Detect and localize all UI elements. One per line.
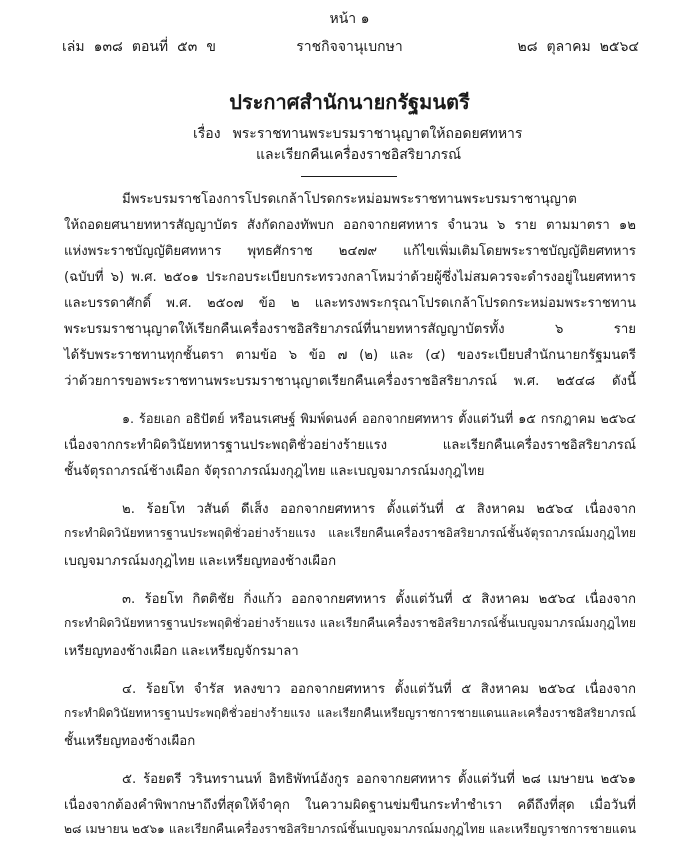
item-3-line: กระทำผิดวินัยทหารฐานประพฤติชั่วอย่างร้ายแรง และเรียกคืนเครื่องราชอิสริยาภรณ์ชั้นเบญจมาภรณ์มงกุฎไทย — [64, 616, 636, 630]
item-5-line: เนื่องจากต้องคำพิพากษาถึงที่สุดให้จำคุก ในความผิดฐานข่มขืนกระทำชำเรา คดีถึงที่สุด เมื่อวันที่ — [64, 798, 636, 813]
title-divider — [301, 176, 397, 177]
issue-section: ข — [206, 39, 216, 55]
item-1-line: ชั้นจัตุรถาภรณ์ช้างเผือก จัตุรถาภรณ์มงกุฎไทย และเบญจมาภรณ์มงกุฎไทย — [64, 464, 485, 479]
volume-label: เล่ม — [62, 39, 85, 55]
subject-line-2: และเรียกคืนเครื่องราชอิสริยาภรณ์ — [256, 147, 462, 163]
date-month: ตุลาคม — [546, 39, 591, 55]
body-line: มีพระบรมราชโองการโปรดเกล้าโปรดกระหม่อมพระราชทานพระบรมราชานุญาต — [122, 192, 577, 207]
body-line: และบรรดาศักดิ์ พ.ศ. ๒๕๐๗ ข้อ ๒ และทรงพระกรุณาโปรดเกล้าโปรดกระหม่อมพระราชทาน — [64, 296, 636, 311]
date-day: ๒๘ — [517, 39, 538, 55]
issue-number: ๕๓ — [177, 39, 198, 55]
body-line: (ฉบับที่ ๖) พ.ศ. ๒๕๐๑ ประกอบระเบียบกระทรวงกลาโหมว่าด้วยผู้ซึ่งไม่สมควรจะดำรงอยู่ในยศทหาร — [64, 270, 636, 285]
item-5-line: ๒๘ เมษายน ๒๕๖๑ และเรียกคืนเครื่องราชอิสริยาภรณ์ชั้นเบญจมาภรณ์มงกุฎไทย และเหรียญราชการชายแดน — [64, 822, 636, 836]
item-4-line: ชั้นเหรียญทองช้างเผือก — [64, 734, 196, 749]
page-number: หน้า ๑ — [329, 11, 370, 27]
document-title: ประกาศสำนักนายกรัฐมนตรี — [229, 90, 470, 114]
volume-number: ๑๓๘ — [93, 39, 123, 55]
item-4-line: กระทำผิดวินัยทหารฐานประพฤติชั่วอย่างร้ายแรง และเรียกคืนเหรียญราชการชายแดนและเครื่องราชอิสริยาภรณ์ — [64, 706, 636, 720]
gazette-name: ราชกิจจานุเบกษา — [296, 39, 403, 55]
item-1-line: เนื่องจากกระทำผิดวินัยทหารฐานประพฤติชั่วอย่างร้ายแรง และเรียกคืนเครื่องราชอิสริยาภรณ์ — [64, 438, 636, 453]
body-line: แห่งพระราชบัญญัติยศทหาร พุทธศักราช ๒๔๗๙ แก้ไขเพิ่มเติมโดยพระราชบัญญัติยศทหาร — [64, 244, 636, 259]
item-3-line: ๓. ร้อยโท กิตติชัย กิ่งแก้ว ออกจากยศทหาร ตั้งแต่วันที่ ๕ สิงหาคม ๒๕๖๔ เนื่องจาก — [122, 592, 636, 607]
item-2-line: กระทำผิดวินัยทหารฐานประพฤติชั่วอย่างร้ายแรง และเรียกคืนเครื่องราชอิสริยาภรณ์ชั้นจัตุรถาภรณ์มงกุฎไทย — [64, 526, 636, 540]
gazette-date — [509, 36, 639, 58]
body-line: พระบรมราชานุญาตให้เรียกคืนเครื่องราชอิสริยาภรณ์ที่นายทหารสัญญาบัตรทั้ง ๖ ราย — [64, 322, 636, 337]
item-2-line: เบญจมาภรณ์มงกุฎไทย และเหรียญทองช้างเผือก — [64, 554, 337, 569]
item-4-line: ๔. ร้อยโท จำรัส หลงขาว ออกจากยศทหาร ตั้งแต่วันที่ ๕ สิงหาคม ๒๕๖๔ เนื่องจาก — [122, 682, 636, 697]
item-1-line: ๑. ร้อยเอก อธิปัตย์ หรือนรเศษฐ์ พิมพ์ดนงค์ ออกจากยศทหาร ตั้งแต่วันที่ ๑๕ กรกฎาคม ๒๕๖๔ — [122, 411, 636, 426]
body-line: ว่าด้วยการขอพระราชทานพระบรมราชานุญาตเรียกคืนเครื่องราชอิสริยาภรณ์ พ.ศ. ๒๕๔๘ ดังนี้ — [64, 374, 636, 389]
item-3-line: เหรียญทองช้างเผือก และเหรียญจักรมาลา — [64, 644, 299, 659]
subject-label: เรื่อง — [193, 126, 221, 142]
date-year: ๒๕๖๔ — [599, 39, 639, 55]
subject-text-1: พระราชทานพระบรมราชานุญาตให้ถอดยศทหาร — [232, 126, 523, 142]
issue-label: ตอนที่ — [131, 39, 169, 55]
subject-line-1 — [193, 123, 522, 145]
body-line: ให้ถอดยศนายทหารสัญญาบัตร สังกัดกองทัพบก ออกจากยศทหาร จำนวน ๖ ราย ตามมาตรา ๑๒ — [64, 218, 636, 233]
item-5-line: ๕. ร้อยตรี วรินทรานนท์ อิทธิพัทน์อังกูร ออกจากยศทหาร ตั้งแต่วันที่ ๒๘ เมษายน ๒๕๖๑ — [122, 772, 636, 787]
body-line: ได้รับพระราชทานทุกชั้นตรา ตามข้อ ๖ ข้อ ๗ (๒) และ (๔) ของระเบียบสำนักนายกรัฐมนตรี — [64, 348, 636, 363]
item-2-line: ๒. ร้อยโท วสันต์ ดีเส็ง ออกจากยศทหาร ตั้งแต่วันที่ ๕ สิงหาคม ๒๕๖๔ เนื่องจาก — [122, 502, 636, 517]
